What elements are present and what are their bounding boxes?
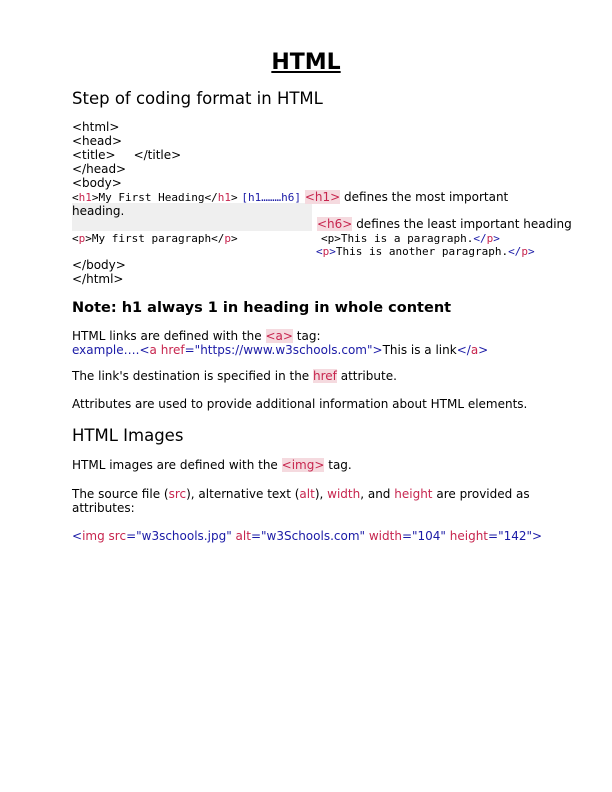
code-line-head-close: </head> <box>72 162 127 176</box>
page-title: HTML <box>271 50 341 75</box>
code-example-paragraph: <p>This is a paragraph.</p> <box>321 232 500 245</box>
code-line-html-close: </html> <box>72 272 124 286</box>
src-word: src <box>168 487 187 501</box>
code-line-title <box>72 148 181 162</box>
title-open-tag: <title> <box>72 148 116 162</box>
links-example: example….<a href="https://www.w3schools.com">This is a link</a> <box>72 343 489 357</box>
h6-tag-badge: <h6> <box>317 217 353 231</box>
code-example-paragraph-2: <p>This is another paragraph.</p> <box>316 245 535 258</box>
images-attributes-text-continued: attributes: <box>72 501 135 515</box>
h1-description: defines the most important <box>344 190 509 204</box>
href-badge: href <box>313 369 337 383</box>
h6-description: defines the least important heading <box>356 217 572 231</box>
section-heading-coding-format: Step of coding format in HTML <box>72 89 323 108</box>
height-word: height <box>394 487 433 501</box>
code-line-p: <p>My first paragraph</p> <box>72 232 238 245</box>
alt-word: alt <box>299 487 315 501</box>
h1-description-continued: heading. <box>72 204 125 218</box>
code-line-html-open: <html> <box>72 120 120 134</box>
width-word: width <box>327 487 361 501</box>
links-intro: HTML links are defined with the <a> tag: <box>72 329 321 343</box>
a-tag-badge: <a> <box>265 329 293 343</box>
note-text: Note: h1 always 1 in heading in whole content <box>72 300 452 316</box>
images-intro: HTML images are defined with the <img> tag. <box>72 458 352 472</box>
images-attributes-text: The source file (src), alternative text (alt), width, and height are provided as <box>72 487 530 501</box>
attributes-text: Attributes are used to provide additional information about HTML elements. <box>72 397 528 411</box>
code-line-h6 <box>317 217 572 231</box>
link-destination-text: The link's destination is specified in the href attribute. <box>72 369 397 383</box>
section-heading-images: HTML Images <box>72 426 184 445</box>
img-tag-badge: <img> <box>281 458 325 472</box>
heading-range: [h1………h6] <box>241 191 302 204</box>
title-close-tag: </title> <box>133 148 182 162</box>
code-line-body-open: <body> <box>72 176 122 190</box>
code-line-body-close: </body> <box>72 258 126 272</box>
code-line-h1: <h1>My First Heading</h1> [h1………h6] <h1> defines the most important <box>72 190 509 204</box>
img-example: <img src="w3schools.jpg" alt="w3Schools.com" width="104" height="142"> <box>72 529 543 543</box>
code-line-head-open: <head> <box>72 134 123 148</box>
h1-tag-badge: <h1> <box>304 190 341 204</box>
